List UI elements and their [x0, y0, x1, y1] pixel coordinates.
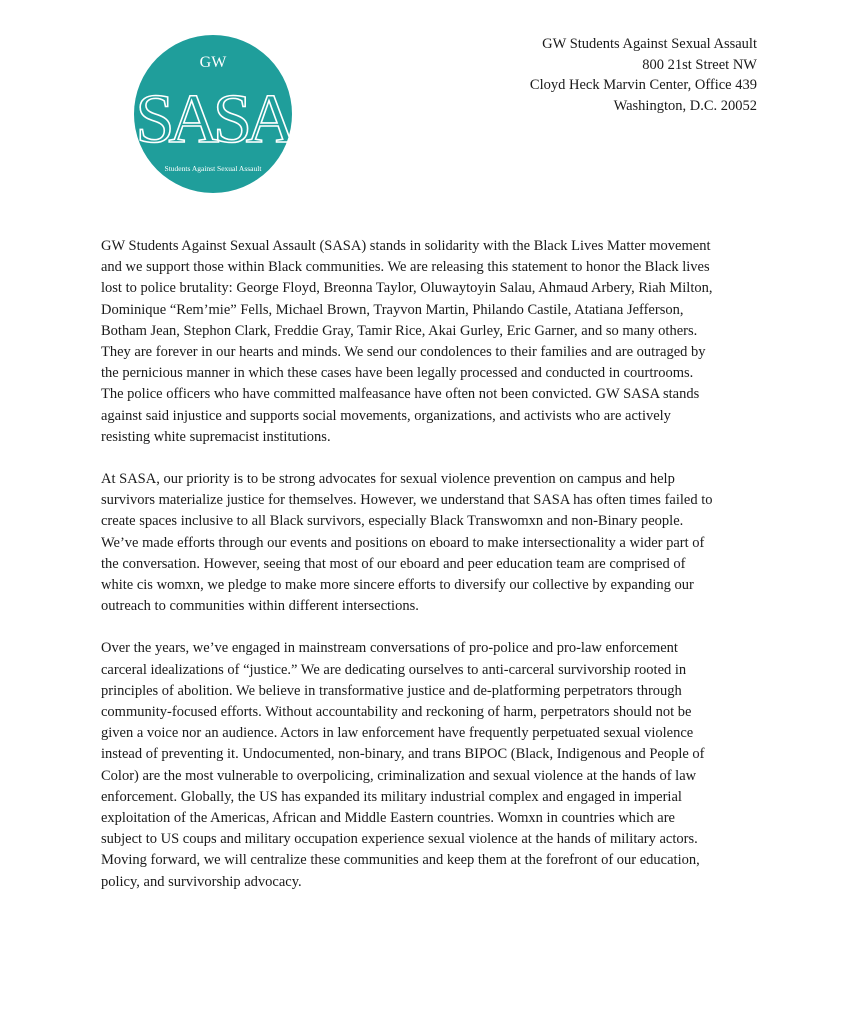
text-line: exploitation of the Americas, African and Middle Eastern countries. Womxn in countries which are — [101, 810, 675, 827]
text-line: We’ve made efforts through our events and positions on eboard to make intersectionality a wider part of — [101, 534, 705, 551]
address-building: Cloyd Heck Marvin Center, Office 439 — [529, 77, 757, 93]
text-line: given a voice nor an audience. Actors in law enforcement have frequently perpetuated sexual violence — [101, 725, 694, 742]
paragraph-solidarity — [101, 236, 761, 448]
text-line: subject to US coups and military occupation experience sexual violence at the hands of military actors. — [101, 831, 698, 848]
text-line: policy, and survivorship advocacy. — [101, 873, 302, 890]
text-line: against said injustice and supports social movements, organizations, and activists who are actively — [101, 407, 671, 424]
text-line: the conversation. However, seeing that most of our eboard and peer education team are comprised of — [101, 555, 686, 572]
sasa-logo-emblem — [133, 34, 293, 194]
address-org-name: GW Students Against Sexual Assault — [542, 36, 757, 52]
text-line: instead of preventing it. Undocumented, non-binary, and trans BIPOC (Black, Indigenous and People of — [101, 746, 705, 763]
text-line: create spaces inclusive to all Black survivors, especially Black Transwomxn and non-Binary people. — [101, 513, 684, 530]
text-line: principles of abolition. We believe in transformative justice and de-platforming perpetrators through — [101, 682, 682, 699]
text-line: Dominique “Rem’mie” Fells, Michael Brown, Trayvon Martin, Philando Castile, Atatiana Jefferson, — [101, 301, 684, 318]
text-line: survivors materialize justice for themselves. However, we understand that SASA has often times failed to — [101, 492, 713, 509]
paragraph-abolition — [101, 638, 761, 892]
text-line: community-focused efforts. Without accountability and reckoning of harm, perpetrators should not be — [101, 704, 692, 721]
text-line: enforcement. Globally, the US has expanded its military industrial complex and engaged in imperial — [101, 788, 682, 805]
statement-body — [101, 236, 761, 914]
text-line: Moving forward, we will centralize these communities and keep them at the forefront of our education, — [101, 852, 700, 869]
text-line: outreach to communities within different intersections. — [101, 598, 419, 615]
address-block — [530, 34, 757, 116]
text-line: lost to police brutality: George Floyd, Breonna Taylor, Oluwaytoyin Salau, Ahmaud Arbery, Riah Milton, — [101, 280, 713, 297]
text-line: Botham Jean, Stephon Clark, Freddie Gray, Tamir Rice, Akai Gurley, Eric Garner, and so many others. — [101, 322, 698, 339]
text-line: GW Students Against Sexual Assault (SASA) stands in solidarity with the Black Lives Matter movement — [101, 238, 711, 254]
text-line: carceral idealizations of “justice.” We are dedicating ourselves to anti-carceral survivorship rooted in — [101, 661, 687, 678]
address-street: 800 21st Street NW — [642, 56, 757, 73]
address-city: Washington, D.C. 20052 — [613, 97, 757, 114]
logo-wordmark: SASA — [135, 81, 291, 158]
text-line: and we support those within Black communities. We are releasing this statement to honor the Black lives — [101, 259, 710, 276]
sasa-logo — [133, 34, 293, 194]
logo-gw-text: GW — [199, 54, 227, 71]
text-line: Over the years, we’ve engaged in mainstream conversations of pro-police and pro-law enforcement — [101, 640, 678, 657]
paragraph-priority — [101, 469, 761, 617]
text-line: Color) are the most vulnerable to overpolicing, criminalization and sexual violence at the hands of law — [101, 767, 697, 784]
text-line: the pernicious manner in which these cases have been legally processed and conducted in courtrooms. — [101, 365, 694, 382]
logo-bottom-text: Students Against Sexual Assault — [164, 164, 262, 173]
text-line: white cis womxn, we pledge to make more sincere efforts to diversify our collective by expanding our — [101, 577, 694, 594]
text-line: At SASA, our priority is to be strong advocates for sexual violence prevention on campus and help — [101, 471, 675, 488]
text-line: They are forever in our hearts and minds. We send our condolences to their families and are outraged by — [101, 344, 706, 361]
text-line: The police officers who have committed malfeasance have often not been convicted. GW SASA stands — [101, 386, 700, 403]
text-line: resisting white supremacist institutions. — [101, 428, 331, 445]
